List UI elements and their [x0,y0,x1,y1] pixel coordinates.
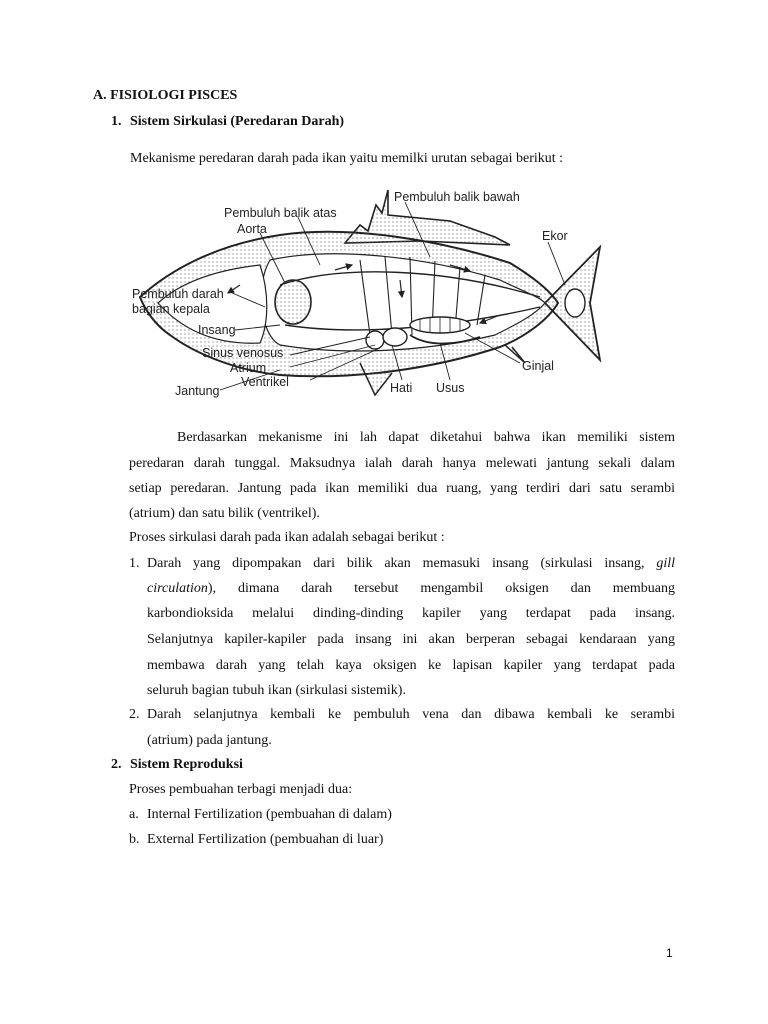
label-pembuluh-balik-bawah: Pembuluh balik bawah [394,190,520,204]
section2-item-b-text: External Fertilization (pembuahan di luar) [147,832,384,847]
process-item2-line2: (atrium) pada jantung. [147,733,272,748]
tail-vessel [565,289,585,317]
process-item1-line5: membawa darah yang telah kaya oksigen ke lapisan kapiler yang terdapat pada [147,658,675,673]
process-item2-number: 2. [129,707,140,722]
label-insang: Insang [198,323,236,337]
label-hati: Hati [390,381,413,395]
label-pembuluh-darah: Pembuluh darah [132,287,224,301]
liver [383,328,407,346]
section2-item-a-text: Internal Fertilization (pembuahan di dalam) [147,807,392,822]
paragraph1-line3: setiap peredaran. Jantung pada ikan memiliki dua ruang, yang terdiri dari satu serambi [129,481,675,496]
process-item1-number: 1. [129,556,140,571]
section2-item-b-letter: b. [129,832,140,847]
process-item1-line6: seluruh bagian tubuh ikan (sirkulasi sistemik). [147,683,406,698]
process-item1-line4: Selanjutnya kapiler-kapiler pada insang ini akan berperan sebagai kendaraan yang [147,632,675,647]
section1-title: Sistem Sirkulasi (Peredaran Darah) [130,114,345,129]
label-ginjal: Ginjal [522,359,554,373]
label-atrium: Atrium [230,361,267,375]
label-aorta: Aorta [237,222,267,236]
label-pembuluh-balik-atas: Pembuluh balik atas [224,206,337,220]
page-number: 1 [666,946,673,960]
paragraph1-line1: Berdasarkan mekanisme ini lah dapat diketahui bahwa ikan memiliki sistem [177,430,675,445]
fish-circulation-diagram [120,185,620,415]
process-item1-line1: Darah yang dipompakan dari bilik akan memasuki insang (sirkulasi insang, gill [147,556,675,571]
label-sinus-venosus: Sinus venosus [202,346,284,360]
gill [275,280,311,324]
section2-item-a-letter: a. [129,807,139,822]
process-item1-line2: circulation), dimana darah tersebut mengambil oksigen dan membuang [147,581,675,596]
label-ekor: Ekor [542,229,568,243]
section2-intro: Proses pembuahan terbagi menjadi dua: [129,782,353,797]
section2-number: 2. [111,757,122,772]
paragraph1-line4: (atrium) dan satu bilik (ventrikel). [129,506,320,521]
label-usus: Usus [436,381,465,395]
section1-intro: Mekanisme peredaran darah pada ikan yaitu memilki urutan sebagai berikut : [130,151,564,166]
section1-number: 1. [111,114,122,129]
process-item1-line3: karbondioksida melalui dinding-dinding kapiler yang terdapat pada insang. [147,606,675,621]
label-ventrikel: Ventrikel [241,375,289,389]
label-bagian-kepala: bagian kepala [132,302,210,316]
section2-title: Sistem Reproduksi [130,757,243,772]
process-intro: Proses sirkulasi darah pada ikan adalah sebagai berikut : [129,530,445,545]
section-heading: A. FISIOLOGI PISCES [93,88,238,103]
paragraph1-line2: peredaran darah tunggal. Maksudnya ialah darah hanya melewati jantung sekali dalam [129,456,675,471]
label-jantung: Jantung [175,384,220,398]
process-item2-line1: Darah selanjutnya kembali ke pembuluh vena dan dibawa kembali ke serambi [147,707,675,722]
